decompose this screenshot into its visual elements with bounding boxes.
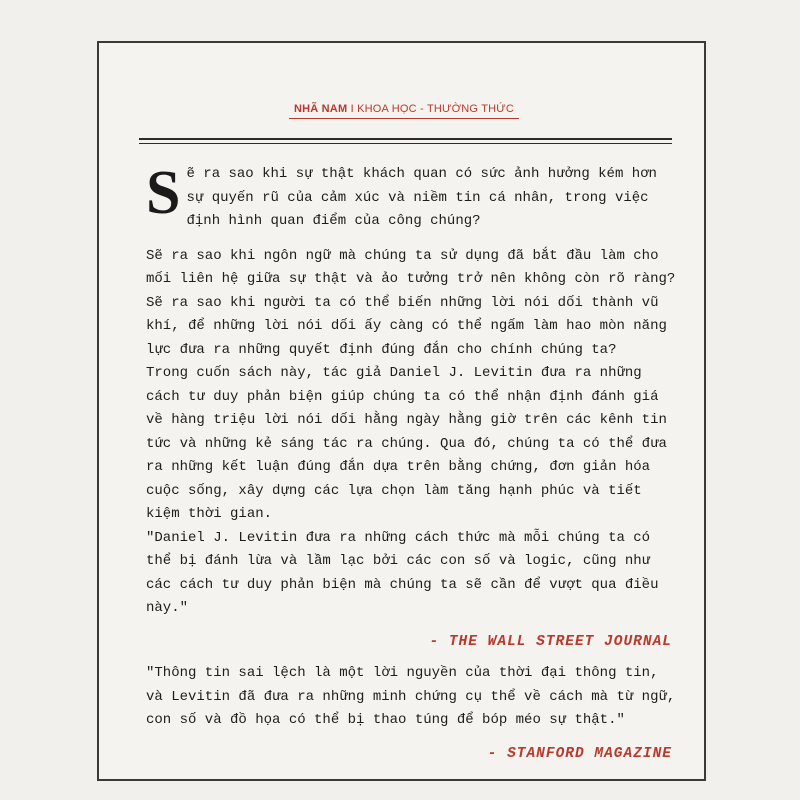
blurb-body (146, 159, 676, 774)
intro-text: ẽ ra sao khi sự thật khách quan có sức ảnh hưởng kém hơn sự quyến rũ của cảm xúc và niềm tin cá nhân, trong việc định hình quan điểm của công chúng? (186, 166, 657, 229)
paragraph-book-summary: Trong cuốn sách này, tác giả Daniel J. Levitin đưa ra những cách tư duy phản biện giúp chúng ta có thể nhận định đánh giá về hàng triệu lời nói dối hằng ngày hằng giờ trên các kênh tin tức và những kẻ sáng tác ra chúng. Qua đó, chúng ta có thể đưa ra những kết luận đúng đắn dựa trên bằng chứng, đơn giản hóa cuộc sống, xây dựng các lựa chọn làm tăng hạnh phúc và tiết kiệm thời gian. (146, 365, 667, 522)
publisher-header (289, 103, 519, 119)
attribution-wsj: - THE WALL STREET JOURNAL (429, 633, 672, 650)
quote-stanford: "Thông tin sai lệch là một lời nguyền của thời đại thông tin, và Levitin đã đưa ra những minh chứng cụ thể về cách mà từ ngữ, con số và đồ họa có thể bị thao túng để bóp méo sự thật." (146, 665, 676, 728)
publisher-brand: NHÃ NAM (293, 103, 348, 115)
intro-paragraph (146, 159, 676, 234)
attribution-stanford: - STANFORD MAGAZINE (487, 745, 672, 762)
publisher-separator: I (350, 103, 354, 115)
paragraph-lies: Sẽ ra sao khi người ta có thể biến những lời nói dối thành vũ khí, để những lời nói dối ấy càng có thể ngấm làm hao mòn năng lực đưa ra những quyết định đúng đắn cho chính chúng ta? (146, 294, 667, 358)
paragraph-language: Sẽ ra sao khi ngôn ngữ mà chúng ta sử dụng đã bắt đầu làm cho mối liên hệ giữa sự thật và ảo tưởng trở nên không còn rõ ràng? (146, 247, 676, 287)
drop-cap: S (146, 159, 181, 227)
header-rule-thin (139, 143, 672, 144)
quote-wsj: "Daniel J. Levitin đưa ra những cách thức mà mỗi chúng ta có thể bị đánh lừa và lầm lạc bởi các con số và logic, cũng như các cách tư duy phản biện mà chúng ta sẽ cần để vượt qua điều này." (146, 529, 659, 616)
book-back-cover (97, 41, 706, 781)
header-rule-thick (139, 138, 672, 140)
publisher-category: KHOA HỌC - THƯỜNG THỨC (357, 103, 515, 115)
